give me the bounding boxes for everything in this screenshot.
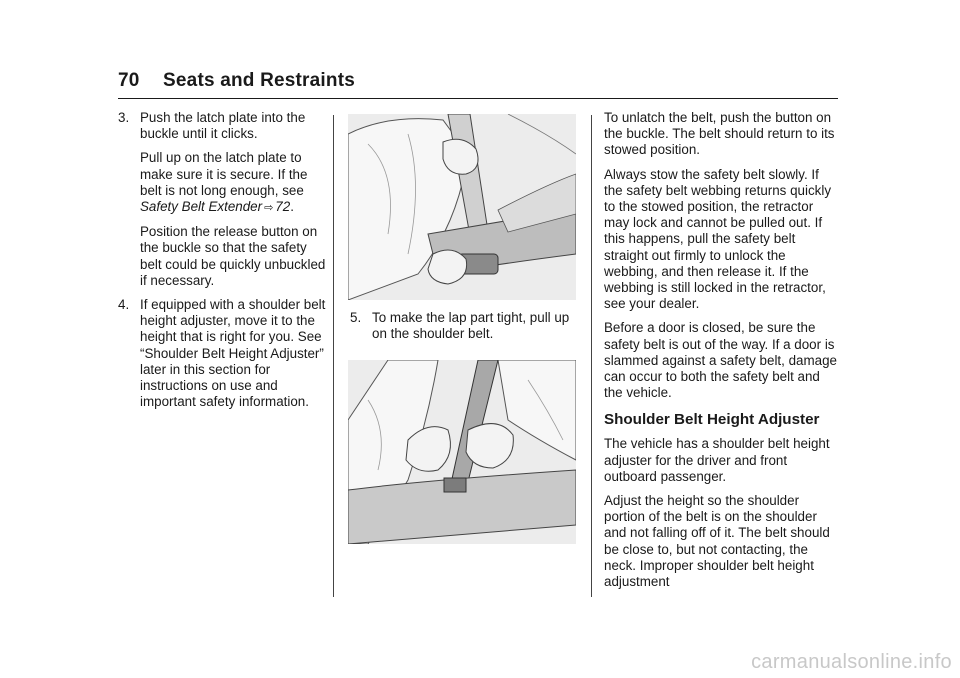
watermark: carmanualsonline.info xyxy=(751,651,952,673)
release-button-paragraph: Position the release button on the buckle so that the safety belt could be quickly unbuckled if necessary. xyxy=(140,224,326,288)
crossref-arrow-icon: ⇨ xyxy=(264,202,274,215)
belt-extender-link[interactable] xyxy=(140,199,290,214)
section-title: Seats and Restraints xyxy=(163,70,355,91)
column-left xyxy=(118,110,326,418)
step-text: Push the latch plate into the buckle until it clicks. xyxy=(140,110,306,142)
illustration-buckling-belt xyxy=(348,114,576,300)
paragraph-text: Pull up on the latch plate to make sure it is secure. If the belt is not long enough, see xyxy=(140,150,308,198)
step-text: To make the lap part tight, pull up on the shoulder belt. xyxy=(372,310,570,342)
stow-slowly-paragraph: Always stow the safety belt slowly. If the safety belt webbing returns quickly to the stowed position, the retractor may lock and cannot be pulled out. If this happens, pull the safety belt straight out firmly to unlock the webbing, and then release it. If the webbing is still locked in the retractor, see your dealer. xyxy=(604,166,832,312)
column-divider-left xyxy=(333,115,334,597)
adjuster-intro-paragraph: The vehicle has a shoulder belt height adjuster for the driver and front outboard passenger. xyxy=(604,436,830,484)
unlatch-paragraph: To unlatch the belt, push the button on the buckle. The belt should return to its stowed position. xyxy=(604,110,835,158)
step-5 xyxy=(350,310,576,342)
step-5-caption xyxy=(350,310,576,350)
lap-belt-illustration-svg xyxy=(348,360,576,544)
sentence-end: . xyxy=(290,199,294,215)
adjust-height-paragraph: Adjust the height so the shoulder portion of the belt is on the shoulder and not falling off of it. The belt should be close to, but not contacting, the neck. Improper shoulder belt height adjustment xyxy=(604,493,830,590)
step-4 xyxy=(118,297,326,410)
door-caution-paragraph: Before a door is closed, be sure the safety belt is out of the way. If a door is slammed against a safety belt, damage can occur to both the safety belt and the vehicle. xyxy=(604,320,837,401)
step-number: 3. xyxy=(118,110,130,125)
header-rule xyxy=(118,98,838,99)
page-number: 70 xyxy=(118,70,140,91)
link-text: Safety Belt Extender xyxy=(140,199,263,215)
step-number: 5. xyxy=(350,310,362,325)
illustration-tightening-lap-belt xyxy=(348,360,576,544)
latch-secure-paragraph xyxy=(140,150,326,216)
link-page: 72 xyxy=(275,199,291,215)
step-number: 4. xyxy=(118,297,130,313)
buckle-illustration-svg xyxy=(348,114,576,300)
column-right xyxy=(604,110,840,598)
step-text: If equipped with a shoulder belt height adjuster, move it to the height that is right for you. See “Shoulder Belt Height Adjuster” later in this section for instructions on use and important safety information. xyxy=(140,297,326,410)
column-divider-right xyxy=(591,115,592,597)
step-3 xyxy=(118,110,326,142)
section-subheading: Shoulder Belt Height Adjuster xyxy=(604,411,820,429)
